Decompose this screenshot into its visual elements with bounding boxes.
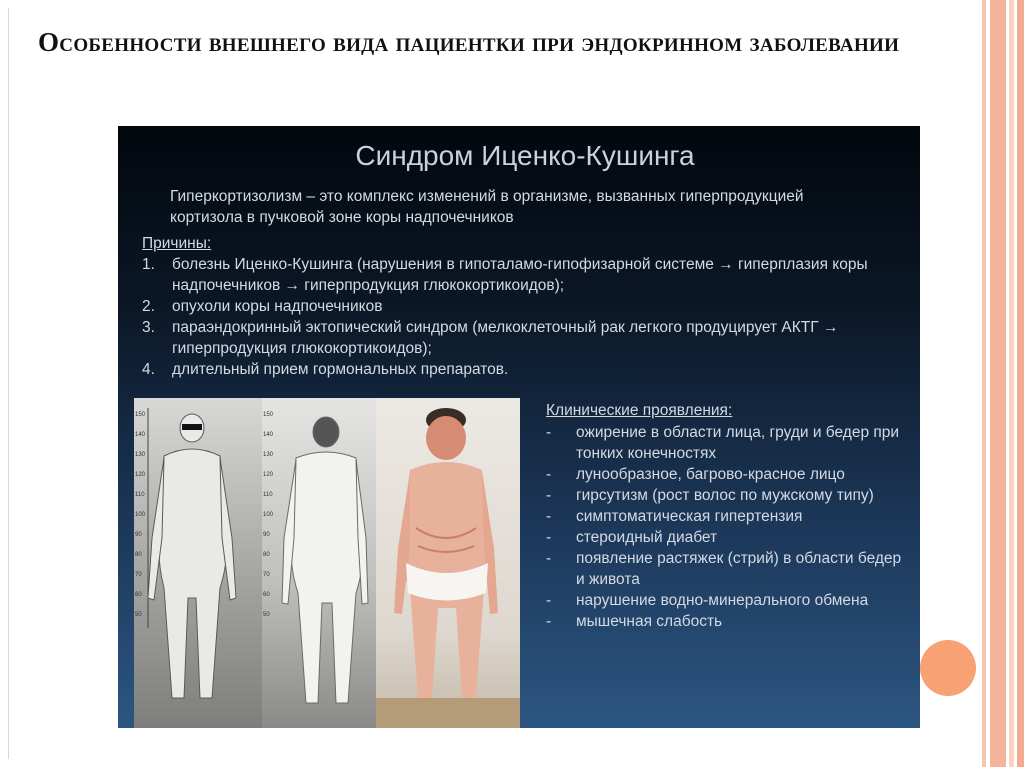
ruler-tick-label: 60 bbox=[263, 592, 270, 598]
cause-number: 3. bbox=[142, 319, 155, 336]
ruler-tick-label: 110 bbox=[135, 492, 145, 498]
ruler-tick-label: 110 bbox=[263, 492, 273, 498]
dash-bullet: - bbox=[546, 487, 552, 504]
clinical-item bbox=[546, 548, 906, 590]
cause-item bbox=[142, 317, 902, 359]
ruler-tick-label: 120 bbox=[263, 472, 274, 478]
ruler-tick-label: 140 bbox=[135, 432, 146, 438]
dash-bullet: - bbox=[546, 592, 552, 609]
ruler-tick-label: 50 bbox=[263, 612, 270, 618]
ruler-tick-label: 80 bbox=[263, 552, 270, 558]
patient-photo-front bbox=[134, 398, 262, 728]
ruler-tick-label: 130 bbox=[135, 452, 146, 458]
cause-item bbox=[142, 359, 902, 380]
ruler-tick-label: 100 bbox=[263, 512, 274, 518]
panel-title: Синдром Иценко-Кушинга bbox=[355, 140, 695, 171]
clinical-item bbox=[546, 422, 906, 464]
cause-number: 1. bbox=[142, 256, 155, 273]
dash-bullet: - bbox=[546, 508, 552, 525]
patient-photo-back bbox=[262, 398, 376, 728]
cause-number: 4. bbox=[142, 361, 155, 378]
clinical-text: лунообразное, багрово-красное лицо bbox=[576, 466, 845, 483]
cause-text: болезнь Иценко-Кушинга (нарушения в гипоталамо-гипофизарной системе → гиперплазия коры надпочечников → гиперпродукция глюкокортикоидов); bbox=[172, 256, 868, 294]
cause-number: 2. bbox=[142, 298, 155, 315]
cause-text: длительный прием гормональных препаратов. bbox=[172, 361, 509, 378]
clinical-item bbox=[546, 464, 906, 485]
clinical-text: ожирение в области лица, груди и бедер при тонких конечностях bbox=[576, 424, 900, 462]
clinical-heading: Клинические проявления: bbox=[546, 402, 733, 419]
clinical-text: стероидный диабет bbox=[576, 529, 718, 546]
dash-bullet: - bbox=[546, 529, 552, 546]
dash-bullet: - bbox=[546, 424, 552, 441]
clinical-text: гирсутизм (рост волос по мужскому типу) bbox=[576, 487, 874, 504]
clinical-item bbox=[546, 527, 906, 548]
ruler-tick-label: 70 bbox=[135, 572, 142, 578]
ruler-tick-label: 100 bbox=[135, 512, 146, 518]
clinical-text: симптоматическая гипертензия bbox=[576, 508, 803, 525]
ruler-tick-label: 140 bbox=[263, 432, 274, 438]
intro-text: Гиперкортизолизм – это комплекс изменений в организме, вызванных гиперпродукцией кортизола в пучковой зоне коры надпочечников bbox=[170, 188, 804, 226]
causes-heading: Причины: bbox=[142, 235, 212, 252]
clinical-item bbox=[546, 611, 906, 632]
decorative-stripes bbox=[978, 0, 1024, 767]
ruler-tick-label: 150 bbox=[263, 412, 274, 418]
decorative-circle bbox=[920, 640, 976, 696]
slide-title: Особенности внешнего вида пациентки при эндокринном заболевании bbox=[38, 27, 900, 57]
ruler-tick-label: 120 bbox=[135, 472, 146, 478]
ruler-tick-label: 150 bbox=[135, 412, 146, 418]
dash-bullet: - bbox=[546, 613, 552, 630]
cause-text: параэндокринный эктопический синдром (мелкоклеточный рак легкого продуцирует АКТГ → гиперпродукция глюкокортикоидов); bbox=[172, 319, 839, 357]
dash-bullet: - bbox=[546, 550, 552, 567]
clinical-item bbox=[546, 590, 906, 611]
ruler-tick-label: 50 bbox=[135, 612, 142, 618]
ruler-tick-label: 70 bbox=[263, 572, 270, 578]
dash-bullet: - bbox=[546, 466, 552, 483]
clinical-list bbox=[546, 422, 906, 632]
clinical-item bbox=[546, 485, 906, 506]
ruler-tick-label: 60 bbox=[135, 592, 142, 598]
ruler-tick-label: 90 bbox=[135, 532, 142, 538]
causes-list bbox=[142, 254, 902, 380]
ruler-tick-label: 130 bbox=[263, 452, 274, 458]
clinical-text: мышечная слабость bbox=[576, 613, 723, 630]
cause-item bbox=[142, 254, 902, 296]
patient-photo-color bbox=[376, 398, 520, 728]
clinical-text: появление растяжек (стрий) в области бедер и живота bbox=[576, 550, 902, 588]
cause-text: опухоли коры надпочечников bbox=[172, 298, 383, 315]
clinical-item bbox=[546, 506, 906, 527]
cause-item bbox=[142, 296, 902, 317]
clinical-text: нарушение водно-минерального обмена bbox=[576, 592, 869, 609]
ruler-tick-label: 90 bbox=[263, 532, 270, 538]
ruler-tick-label: 80 bbox=[135, 552, 142, 558]
